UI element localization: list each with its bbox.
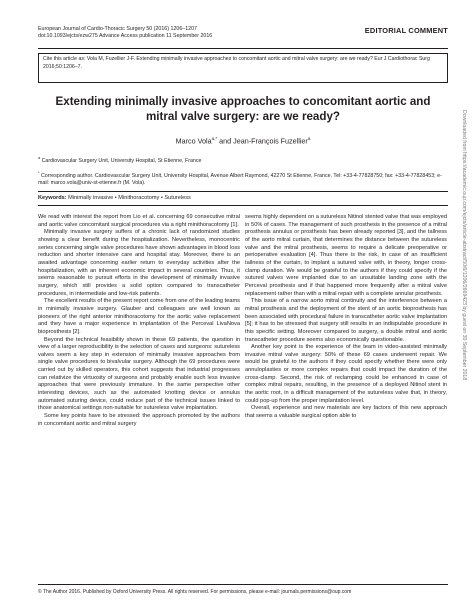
body-column-left: [38, 214, 240, 428]
affiliation-divider: [38, 191, 448, 192]
author-name: Jean-François Fuzellier: [233, 136, 308, 146]
header-divider: [38, 48, 448, 49]
keywords-text: Minimally invasive • Minithoracotomy • Sutureless: [68, 195, 191, 201]
paragraph: We read with interest the report from Lio et al. concerning 69 consecutive mitral and aortic valve concomitant surgical procedures via a right minithoracotomy [1].: [38, 214, 240, 228]
paragraph: Beyond the technical feasibility shown in these 69 patients, the question in view of a larger reproducibility is the selection of cases and surgeons: sutureless valves seem a key step in extension of minimally invasive approaches from single valve procedures to bivalvular surgery. Although the 69 procedures were carried out by skilled operators, this cohort suggests that industrial progresses can relativize the virtuosity of surgeons and probably enable such less invasive approaches that were previously immature. In the same perspective other interesting devices, such as the automated knotting device or annulus automated suturing device, could reduce part of the technical issues linked to those anatomical settings non-suitable for sutureless valve implantation.: [38, 336, 240, 412]
affiliation-mark: a: [38, 156, 41, 160]
title-line-1: Extending minimally invasive approaches to concomitant aortic and: [55, 95, 431, 108]
journal-doi-line: doi:10.1093/ejcts/ezw275 Advance Access publication 11 September 2016: [38, 33, 213, 40]
keywords: [38, 195, 448, 201]
article-title: [38, 94, 448, 124]
keywords-label: Keywords:: [38, 195, 67, 201]
author-affiliation-mark: a,*: [211, 136, 218, 141]
title-line-2: mitral valve surgery: are we ready?: [146, 110, 340, 123]
corresponding-text: Corresponding author. Cardiovascular Surgery Unit, University Hospital, Avenue Albert Raymond, 42270 St Etienne, France. Tel: +33-4-77828750; fax: +33-4-77828453; e-mail: marco.vola@univ-st-etienne.fr (M. Vola).: [38, 172, 442, 187]
paragraph: Another key point is the experience of the team in video-assisted minimally invasive mitral valve surgery: 50% of these 69 cases underwent repair. We would be grateful to the authors if they could specify whether there were only annuloplasties or more complex repairs that could impact the duration of the cross-clamp. Second, the risk of reclamping could be enhanced in case of complex mitral repairs, resulting, in the presence of a deployed Nitinol stent in the aortic root, in a difficult management of the sutureless valve that, in theory, could pop-up from the proper implantation level.: [245, 344, 447, 404]
author-affiliation-mark: a: [307, 136, 311, 141]
paragraph: Minimally invasive surgery suffers of a chronic lack of randomized studies showing a clear benefit during the hospitalization. Nevertheless, monocentric series concerning single valve procedures have shown advantages in blood loss reduction and shorter intensive care and hospital stay. Moreover, there is an awaited advantage concerning earlier return to everyday activities after the hospitalization, with an inherent economic impact in several countries. Thus, it seems reasonable to pursuit efforts in the development of minimally invasive surgery, which still provides a solid option compared to transcatheter procedures, in intermediate and low-risk patients.: [38, 229, 240, 297]
paragraph: Some key points have to be stressed: the approach promoted by the authors in concomitant aortic and mitral surgery: [38, 413, 240, 427]
cite-box: [38, 53, 448, 83]
paragraph: The excellent results of the present report come from one of the leading teams in minimally invasive surgery. Glauber and colleagues are well known as pioneers of the right anterior minithoracotomy for the aortic valve replacement and they have a major experience in implantation of the Perceval LivaNova bioprosthesis [2].: [38, 298, 240, 335]
paragraph: Overall, experience and new materials are key factors of this new approach that seems a valuable surgical option able to: [245, 405, 447, 420]
author-name: Marco Vola: [175, 136, 212, 146]
author-list: [38, 136, 448, 145]
paragraph: seems highly dependent on a sutureless Nitinol stented valve that was employed in 50% of cases. The management of such prosthesis in the presence of a mitral prosthesis annulus or prosthesis has been already reported [3], and the tallness of the aorto mitral curtain, that determines the distance between the sutureless valve and the mitral prosthesis, seems to require a delicate preoperative or perioperative evaluation [4]. Thus there is the risk, in case of an insufficient tallness of the curtain, to implant a sutured valve with, in theory, longer cross-clamp duration. We would be grateful to the authors if they could specify if the sutured valves were implanted due to an unsuitable landing zone with the Perceval prosthesis and if that happened more frequently after a mitral valve replacement rather than with a mitral repair with a complete annular prosthesis.: [245, 214, 447, 297]
footer-divider: [38, 584, 448, 585]
paragraph: This issue of a narrow aorto mitral continuity and the interference between a mitral prosthesis and the deployment of the stent of an aortic bioprosthesis has been associated with procedural failure in transcatheter aortic valve implantation [5]; it has to be stressed that surgery still results in an indisputable procedure in this specific setting. Moreover compared to surgery, a double mitral and aortic transcatheter procedure seems also economically questionable.: [245, 298, 447, 343]
affiliation: [38, 155, 448, 165]
corresponding-author: [38, 170, 448, 187]
download-stamp-text: Downloaded from https://academic.oup.com/ejcts/article-abstract/50/6/1206/2669423 by guest on 30 September 2018: [461, 110, 467, 381]
keywords-divider: [38, 205, 448, 206]
copyright-footer: © The Author 2016. Published by Oxford University Press. All rights reserved. For permissions, please e-mail: journals.permissions@oup.com: [38, 589, 352, 595]
corresponding-mark: *: [38, 171, 40, 175]
journal-header: [38, 26, 212, 40]
cite-text: Cite this article as: Vola M, Fuzellier J-F. Extending minimally invasive approaches to concomitant aortic and mitral valve surgery: are we ready? Eur J Cardiothorac Surg 2016;50:1206–7.: [43, 56, 430, 70]
author-separator: and: [217, 136, 234, 146]
download-stamp: [458, 110, 470, 590]
body-column-right: [245, 214, 447, 421]
affiliation-text: Cardiovascular Surgery Unit, University Hospital, St Etienne, France: [41, 157, 202, 164]
section-label: EDITORIAL COMMENT: [364, 26, 448, 35]
journal-citation-line: European Journal of Cardio-Thoracic Surgery 50 (2016) 1206–1207: [38, 26, 198, 32]
